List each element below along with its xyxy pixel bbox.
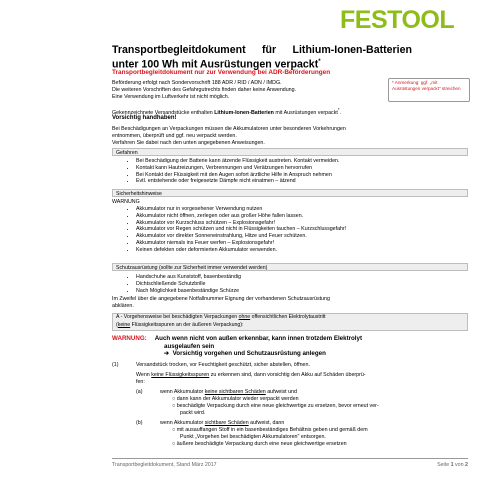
title-part-2: für: [262, 44, 277, 56]
list-item: • Akkumulator vor direkter Sonneneinstrahlung, Hitze und Feuer schützen.: [136, 233, 468, 240]
steps-block: [112, 362, 468, 448]
sub-step-marker: (a): [136, 389, 143, 395]
section-a-text: (: [116, 321, 118, 328]
list-item: • Akkumulator niemals ins Feuer werfen – Explosionsgefahr!: [136, 240, 468, 247]
warnung-label: WARNUNG: [112, 199, 140, 205]
sub-item: mit ausauffangen Stoff in ein basenbeständiges Behältnis geben und gemäß dem: [176, 427, 368, 433]
footer-divider: [112, 458, 468, 459]
section-a-text: A - Vorgehensweise bei beschädigten Verpackungen: [116, 314, 239, 320]
circle-bullet-icon: ○: [172, 403, 176, 409]
festool-logo: [340, 6, 470, 32]
list-item: • Dichtschließende Schutzbrille: [136, 281, 468, 288]
title-part-1: Transportbegleitdokument: [112, 44, 246, 56]
step-underlined: sichtbare Schäden: [204, 420, 249, 426]
marked-bold: Lithium-Ionen-Batterien: [214, 109, 274, 116]
gefahren-list: [112, 158, 468, 185]
circle-bullet-icon: ○: [172, 427, 176, 433]
circle-bullet-icon: ○: [172, 396, 176, 402]
svg-text:FESTOOL: FESTOOL: [340, 6, 455, 32]
list-item: • Akkumulator nur in vorgesehener Verwendung nutzen: [136, 206, 468, 213]
list-item: • Bei Kontakt der Flüssigkeit mit den Augen sofort ärztliche Hilfe in Anspruch nehmen: [136, 172, 468, 179]
step-text: wenn Akkumulator: [160, 420, 205, 426]
damage-line: entnommen, überprüft und ggf. neu verpackt werden.: [112, 133, 237, 139]
title-line-2: unter 100 Wh mit Ausrüstungen verpackt: [112, 58, 319, 71]
list-item: • Evtl. entstehende oder freigesetzte Dämpfe nicht einatmen – ätzend: [136, 178, 468, 185]
section-gefahren: Gefahren: [112, 148, 468, 156]
sub-item: äußere beschädigte Verpackung durch eine neue gleichwertige ersetzen: [176, 441, 347, 447]
section-a-header: [112, 313, 468, 331]
footer-doc-info: Transportbegleitdokument, Stand März 2017: [112, 462, 217, 468]
list-item: • Keinen defekten oder deformierten Akkumulator verwenden.: [136, 247, 468, 254]
step-text: fen:: [136, 379, 145, 385]
page-total: 2: [465, 462, 468, 468]
intro-paragraph: [112, 80, 382, 101]
warning-label: WARNUNG:: [112, 335, 147, 342]
page-indicator: [437, 462, 468, 468]
damage-paragraph: [112, 126, 468, 147]
sub-item: packt wird.: [180, 410, 206, 416]
step-text: aufweist und: [265, 389, 297, 395]
section-a-text: offensichtlichen Elektrolytaustritt: [250, 314, 326, 320]
schutz-note-line: abklären.: [112, 303, 134, 309]
sub-item: Punkt „Vorgehen bei beschädigten Akkumulatoren" entsorgen.: [180, 434, 326, 440]
damage-line: Bei Beschädigungen an Verpackungen müssen die Akkumulatoren unter besonderen Vorkehrungen: [112, 126, 346, 132]
marked-text: mit Ausrüstungen verpackt: [273, 109, 338, 116]
list-item: • Bei Beschädigung der Batterie kann ätzende Flüssigkeit austreten. Kontakt vermeiden.: [136, 158, 468, 165]
document-title: [112, 44, 412, 71]
step-underlined: keine Flüssigkeitsspuren: [151, 372, 210, 378]
warning-line: Auch wenn nicht von außen erkennbar, kann innen trotzdem Elektrolyt: [154, 335, 363, 342]
step-text: Versandstück trocken, vor Feuchtigkeit geschützt, sicher abstellen, öffnen.: [136, 362, 310, 368]
warning-line: Vorsichtig vorgehen und Schutzausrüstung anlegen: [172, 350, 326, 358]
step-text: zu erkennen sind, dann vorsichtig den Akku auf Schäden überprü-: [209, 372, 366, 378]
list-item: • Nach Möglichkeit basenbeständige Schürze: [136, 288, 468, 295]
sub-item: beschädigte Verpackung durch eine neue gleichwertige zu ersetzen, bevor erneut ver-: [176, 403, 379, 409]
schutz-note: [112, 296, 468, 310]
damage-line: Verfahren Sie dabei nach den unten angegebenen Anweisungen.: [112, 140, 265, 146]
page-footer: [112, 462, 468, 468]
intro-line: Die weiteren Vorschriften des Gefahrgutrechts finden daher keine Anwendung.: [112, 87, 297, 93]
page-label: Seite: [437, 462, 451, 468]
list-item: • Handschuhe aus Kunststoff, basenbeständig: [136, 274, 468, 281]
intro-line: Beförderung erfolgt nach Sondervorschrift 188 ADR / RID / ADN / IMDG.: [112, 80, 282, 86]
schutz-note-line: Im Zweifel über die angegebene Notfallnummer Eignung der vorhandenen Schutzausrüstung: [112, 296, 330, 302]
sub-item: dann kann der Akkumulator wieder verpackt werden: [176, 396, 299, 402]
remark-note-box: * Anmerkung: ggf. „mit Ausrüstungen verpackt" streichen: [388, 78, 470, 102]
arrow-right-icon: ➔: [164, 350, 170, 358]
list-item: • Akkumulator nicht öffnen, zerlegen oder aus großer Höhe fallen lassen.: [136, 213, 468, 220]
marked-text: .: [339, 109, 342, 116]
document-subtitle: Transportbegleitdokument nur zur Verwendung bei ADR-Beförderungen: [112, 69, 331, 76]
step-number: (1): [112, 362, 119, 368]
step-text: Wenn: [136, 372, 152, 378]
section-a-text: Flüssigkeitsspuren an der äußeren Verpackung):: [130, 321, 244, 328]
handle-carefully: Vorsichtig handhaben!: [112, 115, 177, 121]
circle-bullet-icon: ○: [172, 441, 176, 447]
marked-text: Gekennzeichnete Versandstücke enthalten: [112, 109, 215, 116]
list-item: • Kontakt kann Hautreizungen, Verbrennungen und Verätzungen hervorrufen: [136, 165, 468, 172]
section-schutzausruestung: Schutzausrüstung (sollte zur Sicherheit immer verwendet werden): [112, 263, 468, 271]
warnung-list: [112, 206, 468, 254]
step-underlined: keine sichtbaren Schäden: [204, 389, 266, 395]
marked-asterisk: *: [337, 107, 340, 112]
step-text: aufweist, dann: [248, 420, 285, 426]
title-part-3: Lithium-Ionen-Batterien: [292, 44, 412, 56]
section-a-underlined: ohne: [238, 314, 251, 320]
intro-line: Eine Verwendung im Luftverkehr ist nicht möglich.: [112, 94, 230, 100]
step-text: wenn Akkumulator: [160, 389, 205, 395]
schutz-list: [112, 274, 468, 294]
warning-box: [112, 335, 468, 358]
page-label: von: [453, 462, 466, 468]
sub-step-marker: (b): [136, 420, 143, 426]
page-number: 1: [450, 462, 454, 468]
section-sicherheitshinweise: Sicherheitshinweise: [112, 189, 468, 197]
warning-line: ausgelaufen sein: [164, 342, 215, 350]
title-asterisk: *: [318, 59, 321, 65]
list-item: • Akkumulator vor Kurzschluss schützen – Explosionsgefahr!: [136, 220, 468, 227]
list-item: • Akkumulator vor Regen schützen und nicht in Flüssigkeiten tauchen – Kurzschlussgefahr!: [136, 226, 468, 233]
section-a-underlined: keine: [117, 321, 131, 328]
